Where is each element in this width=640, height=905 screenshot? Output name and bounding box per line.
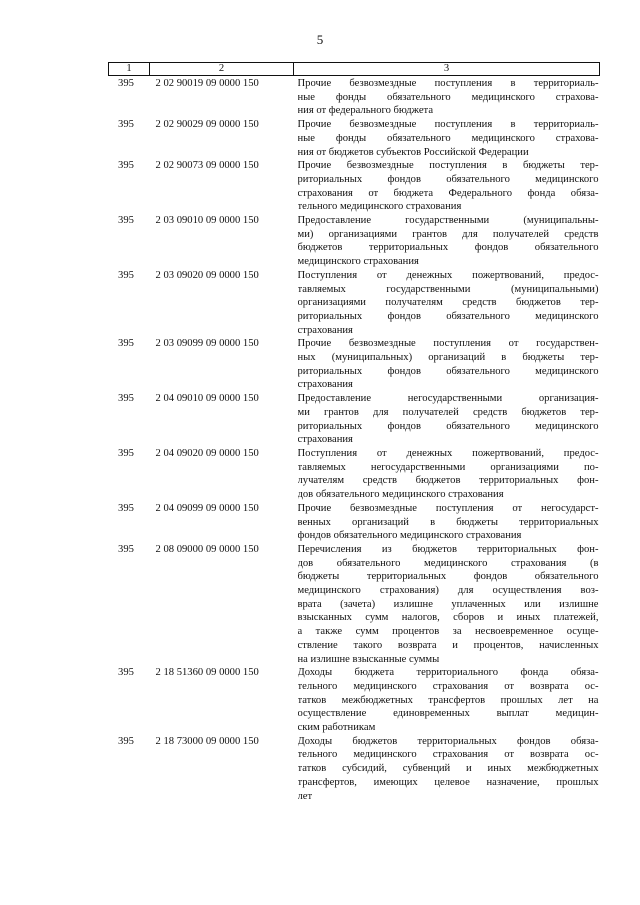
column-header-2: 2 [150,63,294,76]
revenue-name-line: бюджеты территориальных фондов обязательного [297,571,599,583]
revenue-name-cell [294,502,600,543]
budget-classification-code-cell: 2 02 90019 09 0000 150 [155,78,259,89]
revenue-name-line: риториальных фондов обязательного медицинского [297,310,599,322]
revenue-name-line: страхования [297,324,353,336]
revenue-name-line: риториальных фондов обязательного медицинского [297,365,599,377]
revenue-name-line: Доходы бюджета территориального фонда обяза- [297,667,599,679]
revenue-name-line: Поступления от денежных пожертвований, предос- [297,269,599,281]
revenue-name-line: осуществление единовременных выплат медицин- [297,708,599,720]
revenue-name-line: страхования [297,434,353,446]
revenue-name-line: тельного медицинского страхования от возврата ос- [297,680,599,692]
admin-code-cell: 395 [118,338,134,350]
table-row [109,502,600,543]
revenue-name-line: ским работникам [297,722,376,734]
revenue-name-line: ные фонды обязательного медицинского страхова- [297,132,599,144]
revenue-name-line: риториальных фондов обязательного медицинского [297,173,599,185]
table-row [109,392,600,447]
revenue-name-cell [294,666,600,735]
admin-code-cell: 395 [118,735,134,747]
revenue-name-line: страхования от бюджета Федерального фонда обяза- [297,187,599,199]
revenue-name-line: тавляемых государственными (муниципальными) [297,283,599,295]
revenue-name-line: Прочие безвозмездные поступления в территориаль- [297,119,599,131]
revenue-name-line: тавляемых негосударственными организациями по- [297,461,599,473]
admin-code-cell: 395 [118,119,134,131]
revenue-name-line: на излишне взысканные суммы [297,653,440,665]
revenue-name-line: страхования [297,379,353,391]
revenue-name-line: татков межбюджетных трансфертов прошлых лет на [297,694,599,706]
revenue-name-line: дов обязательного медицинского страхования [297,489,504,501]
revenue-name-line: Предоставление государственными (муниципальны- [297,215,599,227]
table-row [109,214,600,269]
budget-classification-code-cell: 2 03 09099 09 0000 150 [155,338,259,350]
revenue-name-cell [294,735,600,804]
budget-classification-code-cell: 2 04 09099 09 0000 150 [155,502,259,514]
revenue-name-line: ми грантов для получателей средств бюджетов тер- [297,406,599,418]
revenue-name-line: дов обязательного медицинского страхования (в [297,557,599,569]
revenue-name-line: фондов обязательного медицинского страхования [297,530,522,542]
revenue-name-line: Предоставление негосударственными организация- [297,393,599,405]
revenue-name-line: Прочие безвозмездные поступления от государствен- [297,338,599,350]
revenue-name-line: Прочие безвозмездные поступления в бюджеты тер- [297,160,599,172]
revenue-name-line: Перечисления из бюджетов территориальных фон- [297,543,599,555]
revenue-name-line: тельного медицинского страхования от возврата ос- [297,749,599,761]
revenue-name-line: ные фонды обязательного медицинского страхова- [297,91,599,103]
revenue-name-line: венных организаций в бюджеты территориальных [297,516,599,528]
budget-classification-code-cell: 2 03 09010 09 0000 150 [155,215,259,227]
revenue-classification-table [108,62,600,803]
admin-code-cell: 395 [118,667,134,679]
admin-code-cell: 395 [118,78,134,89]
revenue-name-line: ния от федерального бюджета [297,105,434,117]
revenue-name-cell [294,118,600,159]
admin-code-cell: 395 [118,269,134,281]
revenue-name-line: лучателям средств бюджетов территориальных фон- [297,475,599,487]
table-body [109,76,600,804]
revenue-name-line: тельного медицинского страхования [297,201,462,213]
column-header-3: 3 [294,63,600,76]
revenue-name-line: Прочие безвозмездные поступления в территориаль- [297,78,599,89]
table-row [109,447,600,502]
budget-classification-code-cell: 2 08 09000 09 0000 150 [155,543,259,555]
table-row [109,269,600,338]
revenue-name-line: ми) организациями грантов для получателей средств [297,228,599,240]
admin-code-cell: 395 [118,393,134,405]
admin-code-cell: 395 [118,447,134,459]
budget-classification-code-cell: 2 18 73000 09 0000 150 [155,735,259,747]
table-row [109,735,600,804]
table-row [109,337,600,392]
admin-code-cell: 395 [118,160,134,172]
revenue-name-cell [294,337,600,392]
revenue-name-line: медицинского страхования) для осуществления воз- [297,585,599,597]
revenue-name-line: трансфертов, имеющих целевое назначение, прошлых [297,776,599,788]
admin-code-cell: 395 [118,502,134,514]
revenue-name-line: организациями получателям средств бюджетов тер- [297,297,599,309]
budget-classification-code-cell: 2 04 09020 09 0000 150 [155,447,259,459]
revenue-name-line: татков субсидий, субвенций и иных межбюджетных [297,763,599,775]
revenue-name-cell [294,543,600,666]
admin-code-cell: 395 [118,215,134,227]
revenue-name-line: Прочие безвозмездные поступления от негосударст- [297,502,599,514]
budget-classification-code-cell: 2 04 09010 09 0000 150 [155,393,259,405]
table-header [109,63,600,76]
revenue-name-line: врата (зачета) излишне уплаченных или излишне [297,598,599,610]
budget-classification-code-cell: 2 02 90029 09 0000 150 [155,119,259,131]
revenue-name-line: Доходы бюджетов территориальных фондов обяза- [297,735,599,747]
revenue-name-cell [294,76,600,119]
revenue-name-line: а также сумм процентов за несвоевременное осуще- [297,626,599,638]
table-row [109,543,600,666]
table-row [109,666,600,735]
revenue-name-line: лет [297,790,313,802]
revenue-name-line: медицинского страхования [297,256,419,268]
budget-classification-code-cell: 2 02 90073 09 0000 150 [155,160,259,172]
revenue-name-cell [294,269,600,338]
revenue-name-line: Поступления от денежных пожертвований, предос- [297,447,599,459]
revenue-name-cell [294,159,600,214]
revenue-name-cell [294,214,600,269]
revenue-name-line: ния от бюджетов субъектов Российской Федерации [297,146,529,158]
column-header-1: 1 [109,63,150,76]
budget-classification-code-cell: 2 03 09020 09 0000 150 [155,269,259,281]
revenue-name-line: бюджетов территориальных фондов обязательного [297,242,599,254]
revenue-name-cell [294,392,600,447]
table-row [109,159,600,214]
revenue-name-line: риториальных фондов обязательного медицинского [297,420,599,432]
budget-classification-code-cell: 2 18 51360 09 0000 150 [155,667,259,679]
admin-code-cell: 395 [118,543,134,555]
page-number: 5 [316,32,324,47]
revenue-name-line: взысканных сумм налогов, сборов и иных платежей, [297,612,599,624]
revenue-name-line: ных (муниципальных) организаций в бюджеты тер- [297,352,599,364]
revenue-name-cell [294,447,600,502]
revenue-name-line: ствление такого возврата и процентов, начисленных [297,639,599,651]
table-row [109,118,600,159]
table-header-row [109,63,600,76]
table-row [109,76,600,119]
